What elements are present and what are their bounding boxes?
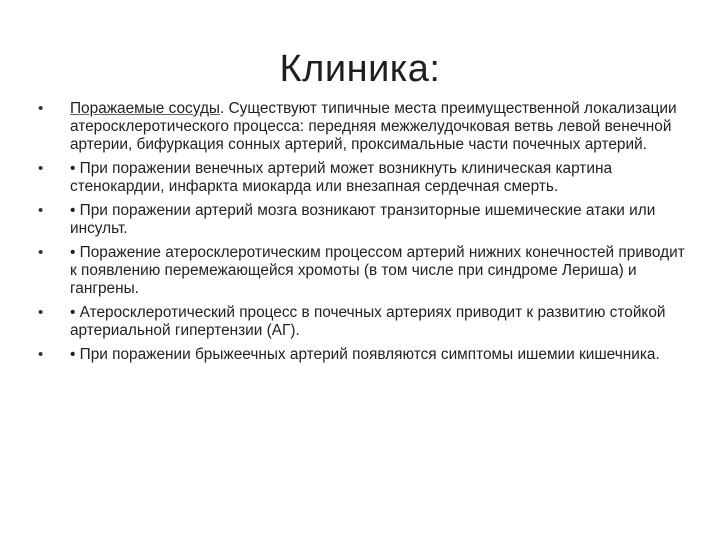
bullet-marker: • [38,304,44,321]
bullet-text: • При поражении артерий мозга возникают транзиторные ишемические атаки или инсульт. [70,202,656,237]
bullet-marker: • [38,100,44,117]
bullet-lead-text: Поражаемые сосуды [70,100,220,117]
bullet-body-text: . Существуют типичные места преимущественной локализации атеросклеротического процесса: передняя межжелудочковая ветвь левой венечной артерии, бифуркация сонных артерий, проксимальные части почечных артерий. [70,100,677,153]
bullet-marker: • [38,160,44,177]
bullet-marker: • [38,202,44,219]
bullet-text: • Атеросклеротический процесс в почечных артериях приводит к развитию стойкой артериальной гипертензии (АГ). [70,304,666,339]
bullet-text: • При поражении венечных артерий может возникнуть клиническая картина стенокардии, инфаркта миокарда или внезапная сердечная смерть. [70,160,613,195]
bullet-marker: • [38,346,44,363]
bullet-item-5 [38,304,688,340]
bullet-item-2 [38,160,688,196]
slide-title: Клиника: [279,48,441,90]
bullet-text: • При поражении брыжеечных артерий появляются симптомы ишемии кишечника. [70,346,660,363]
bullet-text: • Поражение атеросклеротическим процессом артерий нижних конечностей приводит к появлению перемежающейся хромоты (в том числе при синдроме Лериша) и гангрены. [70,244,685,297]
bullet-item-4 [38,244,688,298]
bullet-text [70,100,688,154]
bullet-item-6 [38,346,688,364]
bullet-item-3 [38,202,688,238]
bullet-list [38,100,688,364]
bullet-item-1 [38,100,688,154]
bullet-marker: • [38,244,44,261]
